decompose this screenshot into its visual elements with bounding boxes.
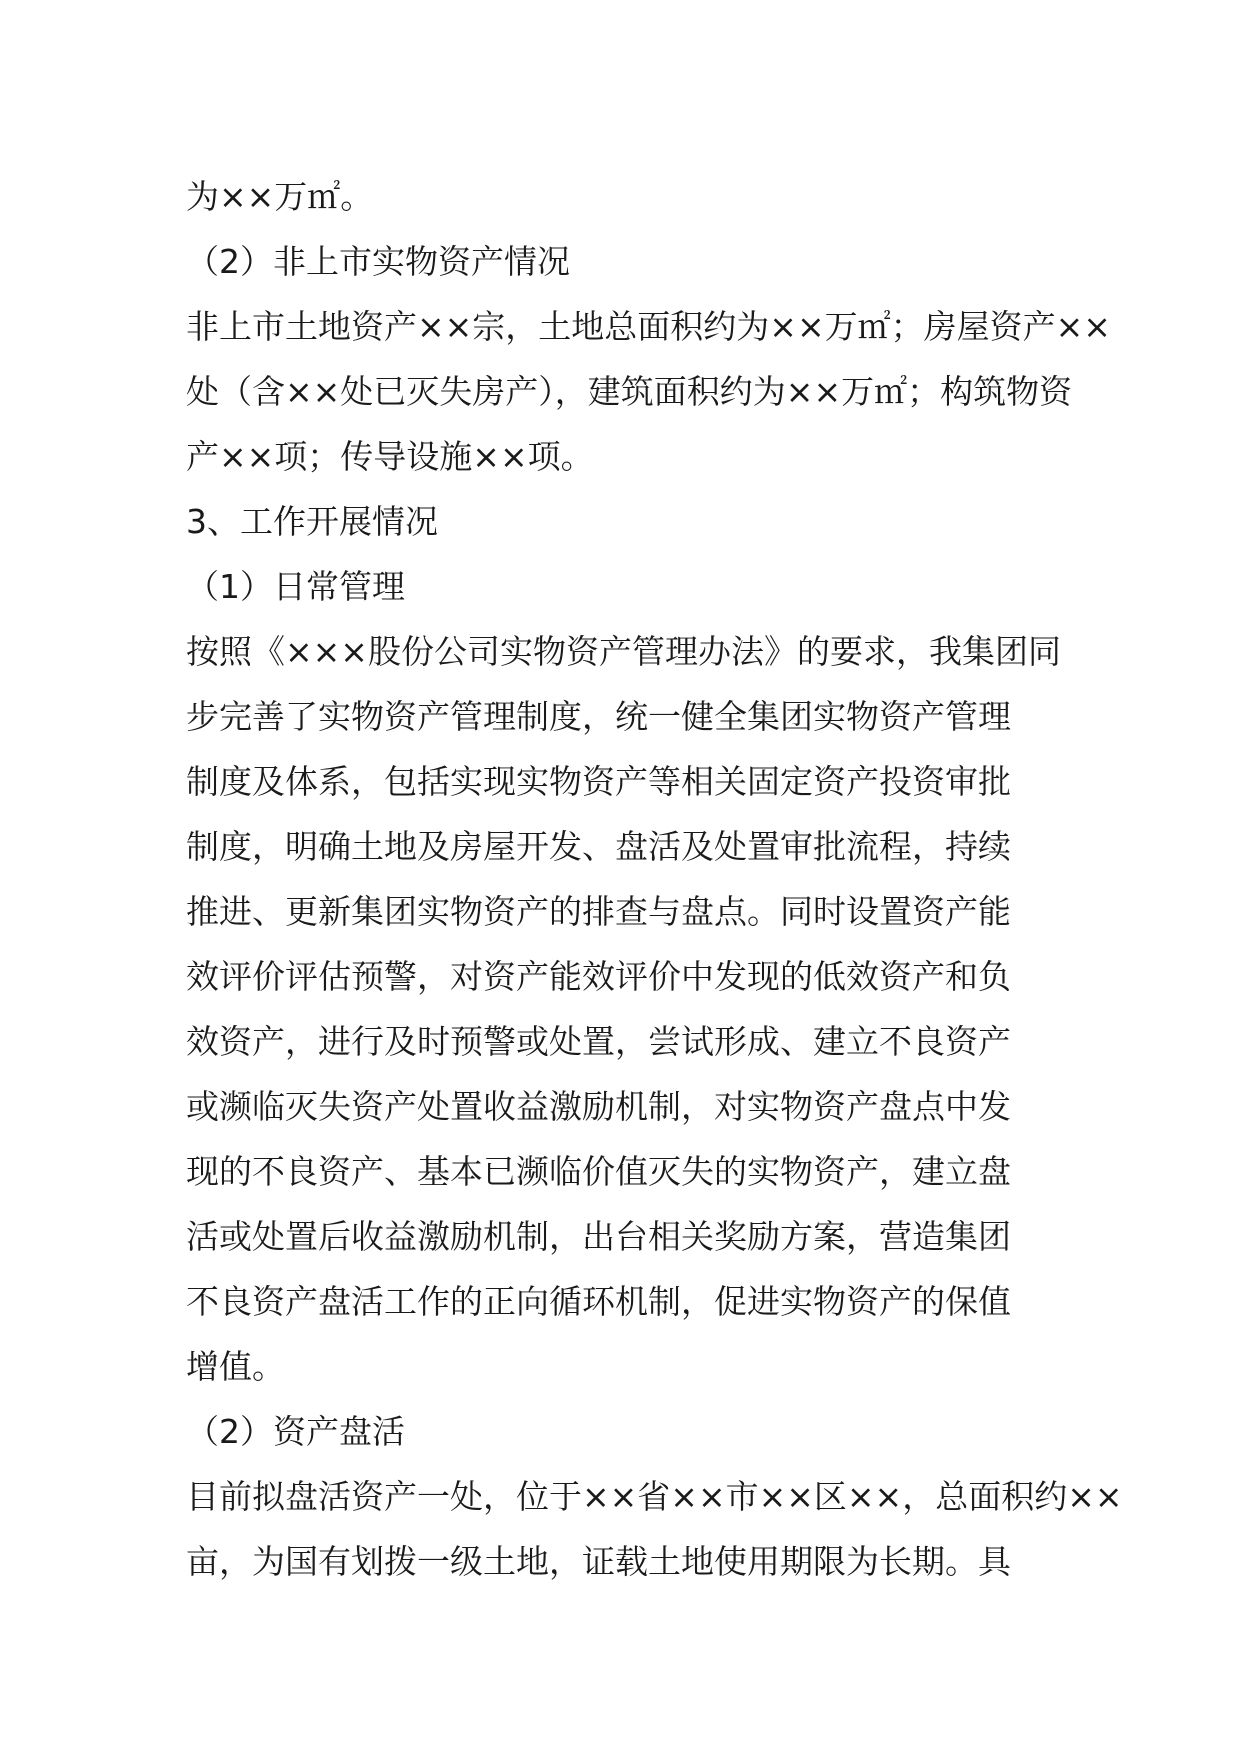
text-line: 或濒临灭失资产处置收益激励机制，对实物资产盘点中发 xyxy=(186,1087,1011,1126)
text-line: 步完善了实物资产管理制度，统一健全集团实物资产管理 xyxy=(186,697,1011,736)
section-heading: （1）日常管理 xyxy=(186,567,405,606)
section-heading: （2）非上市实物资产情况 xyxy=(186,242,570,281)
text-line: 目前拟盘活资产一处，位于××省××市××区××，总面积约×× xyxy=(186,1477,1123,1516)
text-line: 非上市土地资产××宗，土地总面积约为××万㎡；房屋资产×× xyxy=(186,307,1111,346)
body-text xyxy=(186,164,1123,1594)
text-line: 活或处置后收益激励机制，出台相关奖励方案，营造集团 xyxy=(186,1217,1011,1256)
section-heading: （2）资产盘活 xyxy=(186,1412,405,1451)
text-line: 效资产，进行及时预警或处置，尝试形成、建立不良资产 xyxy=(186,1022,1011,1061)
text-line: 按照《×××股份公司实物资产管理办法》的要求，我集团同 xyxy=(186,632,1061,671)
text-line: 现的不良资产、基本已濒临价值灭失的实物资产，建立盘 xyxy=(186,1152,1011,1191)
text-line: 增值。 xyxy=(186,1347,285,1386)
text-line: 效评价评估预警，对资产能效评价中发现的低效资产和负 xyxy=(186,957,1011,996)
text-line: 制度，明确土地及房屋开发、盘活及处置审批流程，持续 xyxy=(186,827,1011,866)
text-line: 不良资产盘活工作的正向循环机制，促进实物资产的保值 xyxy=(186,1282,1011,1321)
text-line: 亩，为国有划拨一级土地，证载土地使用期限为长期。具 xyxy=(186,1542,1011,1581)
text-line: 推进、更新集团实物资产的排查与盘点。同时设置资产能 xyxy=(186,892,1011,931)
text-line: 处（含××处已灭失房产），建筑面积约为××万㎡；构筑物资 xyxy=(186,372,1073,411)
text-line: 产××项；传导设施××项。 xyxy=(186,437,594,476)
section-heading: 3、工作开展情况 xyxy=(186,502,438,541)
text-line: 制度及体系，包括实现实物资产等相关固定资产投资审批 xyxy=(186,762,1011,801)
text-line: 为××万㎡。 xyxy=(186,177,374,216)
